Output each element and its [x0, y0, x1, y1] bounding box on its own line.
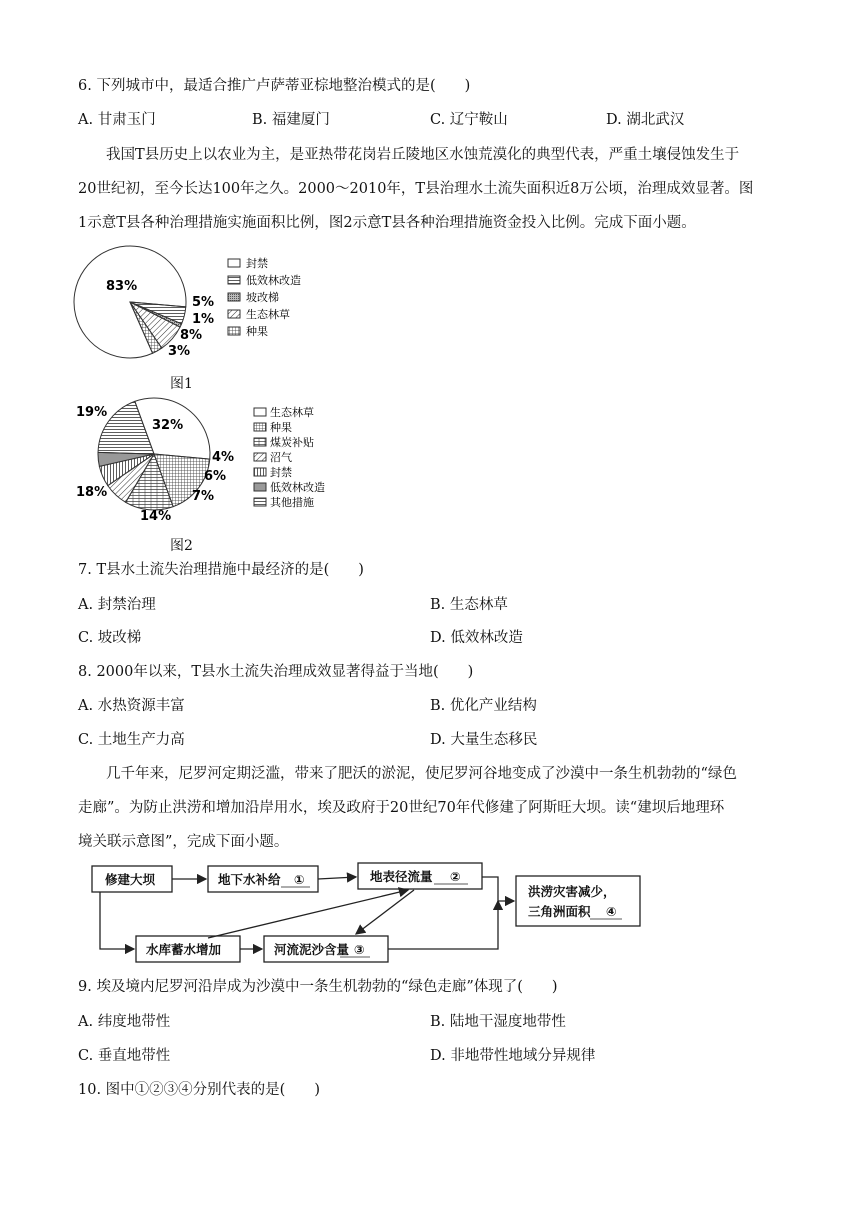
fig2-legend-swatch-5 [254, 483, 266, 491]
dam-flow-diagram [88, 858, 648, 968]
pie2-label-32: 32% [152, 418, 184, 433]
q7-option-d[interactable]: D. 低效林改造 [430, 630, 523, 646]
fig2-legend-swatch-3 [254, 453, 266, 461]
arrow-reservoir-runoff [208, 890, 408, 938]
flow-result-line2: 三角洲面积 [528, 904, 591, 919]
pie1-label-3: 3% [168, 344, 191, 359]
q8-option-b[interactable]: B. 优化产业结构 [430, 698, 537, 714]
flow-sediment-mark: ③ [354, 942, 365, 957]
fig1-legend [228, 256, 301, 338]
pie2-label-19: 19% [76, 405, 108, 420]
passage1-line2: 20世纪初，至今长达100年之久。2000～2010年，T县治理水土流失面积近8万公顷，治理成效显著。图 [78, 181, 754, 197]
pie1-label-83: 83% [106, 279, 138, 294]
fig1-legend-swatch-1 [228, 276, 240, 284]
pie2-label-4: 4% [212, 450, 235, 465]
pie2-label-7: 7% [192, 489, 215, 504]
pie1-group [74, 246, 186, 358]
q7-option-a[interactable]: A. 封禁治理 [78, 597, 156, 613]
pie2-label-18: 18% [76, 485, 108, 500]
flow-result-mark: ④ [606, 904, 617, 919]
q8-stem: 8. 2000年以来，T县水土流失治理成效显著得益于当地( ) [78, 664, 474, 680]
fig2-legend-2: 煤炭补贴 [270, 436, 314, 449]
arrow-dam-reservoir [100, 892, 134, 949]
pie2-label-6: 6% [204, 469, 227, 484]
flow-gw-mark: ① [294, 872, 305, 887]
q8-option-a[interactable]: A. 水热资源丰富 [78, 698, 185, 714]
passage2-line2: 走廊”。为防止洪涝和增加沿岸用水，埃及政府于20世纪70年代修建了阿斯旺大坝。读“建坝后地理环 [78, 800, 725, 816]
fig2-legend-0: 生态林草 [270, 406, 314, 419]
fig1-legend-swatch-4 [228, 327, 240, 335]
fig1-legend-2: 坡改梯 [246, 291, 279, 304]
q9-option-c[interactable]: C. 垂直地带性 [78, 1048, 171, 1064]
flow-groundwater-text: 地下水补给 [218, 872, 281, 887]
q7-option-b[interactable]: B. 生态林草 [430, 597, 508, 613]
fig2-legend [254, 405, 325, 509]
passage1-line3: 1示意T县各种治理措施实施面积比例，图2示意T县各种治理措施资金投入比例。完成下面小题。 [78, 215, 696, 231]
q6-option-a[interactable]: A. 甘肃玉门 [78, 112, 156, 128]
fig2-legend-swatch-1 [254, 423, 266, 431]
arrow-runoff-sediment [356, 890, 414, 934]
passage2-line1: 几千年来，尼罗河定期泛滥，带来了肥沃的淤泥，使尼罗河谷地变成了沙漠中一条生机勃勃的“绿色 [106, 766, 737, 782]
arrow-groundwater-runoff [318, 877, 356, 879]
pie1-label-8: 8% [180, 328, 203, 343]
figure1-caption: 图1 [170, 376, 193, 392]
figure2-caption: 图2 [170, 538, 193, 554]
flow-sediment-text: 河流泥沙含量 [274, 942, 350, 957]
figure1-pie-chart [70, 240, 350, 370]
fig2-legend-swatch-4 [254, 468, 266, 476]
fig1-legend-0: 封禁 [246, 257, 268, 270]
fig1-legend-3: 生态林草 [246, 308, 290, 321]
q9-option-b[interactable]: B. 陆地干湿度地带性 [430, 1014, 566, 1030]
q6-option-d[interactable]: D. 湖北武汉 [606, 112, 685, 128]
q9-stem: 9. 埃及境内尼罗河沿岸成为沙漠中一条生机勃勃的“绿色走廊”体现了( ) [78, 979, 558, 995]
fig1-legend-1: 低效林改造 [246, 274, 301, 287]
fig1-legend-swatch-2 [228, 293, 240, 301]
passage2-line3: 境关联示意图”，完成下面小题。 [78, 834, 289, 850]
q6-stem: 6. 下列城市中，最适合推广卢萨蒂亚棕地整治模式的是( ) [78, 78, 471, 94]
fig1-legend-swatch-3 [228, 310, 240, 318]
fig2-legend-1: 种果 [270, 421, 292, 434]
flow-runoff-text: 地表径流量 [370, 869, 433, 884]
q6-option-b[interactable]: B. 福建厦门 [252, 112, 330, 128]
q8-option-d[interactable]: D. 大量生态移民 [430, 732, 538, 748]
q8-option-c[interactable]: C. 土地生产力高 [78, 732, 185, 748]
passage1-line1: 我国T县历史上以农业为主，是亚热带花岗岩丘陵地区水蚀荒漠化的典型代表，严重土壤侵蚀发生于 [106, 147, 740, 163]
q10-stem: 10. 图中①②③④分别代表的是( ) [78, 1082, 320, 1098]
flow-reservoir-text: 水库蓄水增加 [146, 942, 222, 957]
q6-option-c[interactable]: C. 辽宁鞍山 [430, 112, 508, 128]
fig2-legend-4: 封禁 [270, 466, 292, 479]
fig1-legend-swatch-0 [228, 259, 240, 267]
q9-option-d[interactable]: D. 非地带性地域分异规律 [430, 1048, 596, 1064]
q7-stem: 7. T县水土流失治理措施中最经济的是( ) [78, 562, 364, 578]
arrow-runoff-result [482, 877, 514, 901]
pie1-label-5: 5% [192, 295, 215, 310]
fig2-legend-5: 低效林改造 [270, 481, 325, 494]
pie2-label-14: 14% [140, 509, 172, 524]
flow-result-line1: 洪涝灾害减少， [528, 884, 616, 899]
fig2-legend-swatch-0 [254, 408, 266, 416]
fig2-legend-3: 沼气 [270, 451, 292, 464]
fig2-legend-swatch-6 [254, 498, 266, 506]
figure2-pie-chart [70, 392, 370, 532]
q9-option-a[interactable]: A. 纬度地带性 [78, 1014, 171, 1030]
q7-option-c[interactable]: C. 坡改梯 [78, 630, 142, 646]
pie1-label-1: 1% [192, 312, 215, 327]
arrow-sediment-result [388, 901, 498, 949]
fig1-legend-4: 种果 [246, 325, 268, 338]
fig2-legend-swatch-2 [254, 438, 266, 446]
flow-dam-text: 修建大坝 [105, 872, 156, 887]
fig2-legend-6: 其他措施 [270, 496, 314, 509]
flow-runoff-mark: ② [450, 869, 461, 884]
